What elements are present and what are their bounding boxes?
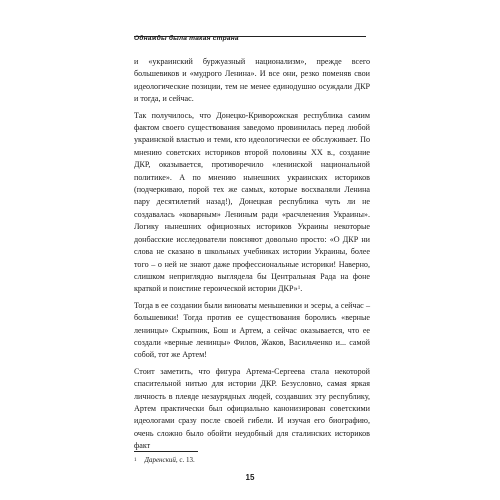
paragraph-2 <box>134 110 370 296</box>
footnote-number: 1 <box>134 458 137 463</box>
footnote-citation: с. 13. <box>177 456 195 464</box>
paragraph-3: Тогда в ее создании были виноваты меньшевики и эсеры, а сейчас – большевики! Тогда против ее существования боролись «верные ленинцы» Скрыпник, Бош и Артем, а сейчас оказывается, что ее создали «верные ленинцы» Филов, Жаков, Васильченко и... самой собой, тот же Артем! <box>134 300 370 360</box>
running-header-title: Однажды была такая страна <box>134 35 239 42</box>
paragraph-1: и «украинский буржуазный национализм», прежде всего большевиков и «мудрого Ленина». И все они, резко поменяв свои идеологические позиции, тем не менее единодушно осуждали ДКР и тогда, и сейчас. <box>134 57 370 104</box>
paragraph-4: Стоит заметить, что фигура Артема-Сергеева стала некоторой спасительной нитью для истории ДКР. Безусловно, самая яркая личность в плеяде незаурядных людей, создавших эту республику, Артем практически был официально канонизирован советскими идеологами сразу после своей гибели. И изучая его биографию, очень сложно было обойти неудобный для сталинских историков факт <box>134 366 370 451</box>
paragraph-2-text: Так получилось, что Донецко-Криворожская республика самим фактом своего существования заведомо провинилась перед любой украинской властью и теми, кто идеологически ее обслуживает. По мнению советских историков второй половины XX в., создание ДКР, оказывается, противоречило «ленинской национальной политике». А по мнению нынешних украинских историков (подчеркиваю, порой тех же самых, которые восхваляли Ленина пару десятилетий назад!), Донецкая республика чуть ли не создавалась «коварным» Лениным ради «расчленения Украины». Логику нынешних официозных историков Украины некоторые донбасские исследователи поясняют довольно просто: «О ДКР ни слова не сказано в школьных учебниках истории Украины, более того – о ней не знают даже профессиональные историки! Наверно, слишком неприглядно выглядела бы Центральная Рада на фоне краткой и поистине героической истории ДКР» <box>134 110 370 294</box>
footnote-author: Даренский, <box>144 456 178 464</box>
page-number: 15 <box>245 473 255 482</box>
body-text <box>134 56 370 457</box>
header-rule <box>134 36 366 37</box>
footnote <box>134 456 370 465</box>
footnote-rule <box>134 451 198 452</box>
running-header <box>134 27 366 45</box>
footnote-reference: 1 <box>297 286 301 292</box>
footnote-reference-period: . <box>300 284 303 294</box>
